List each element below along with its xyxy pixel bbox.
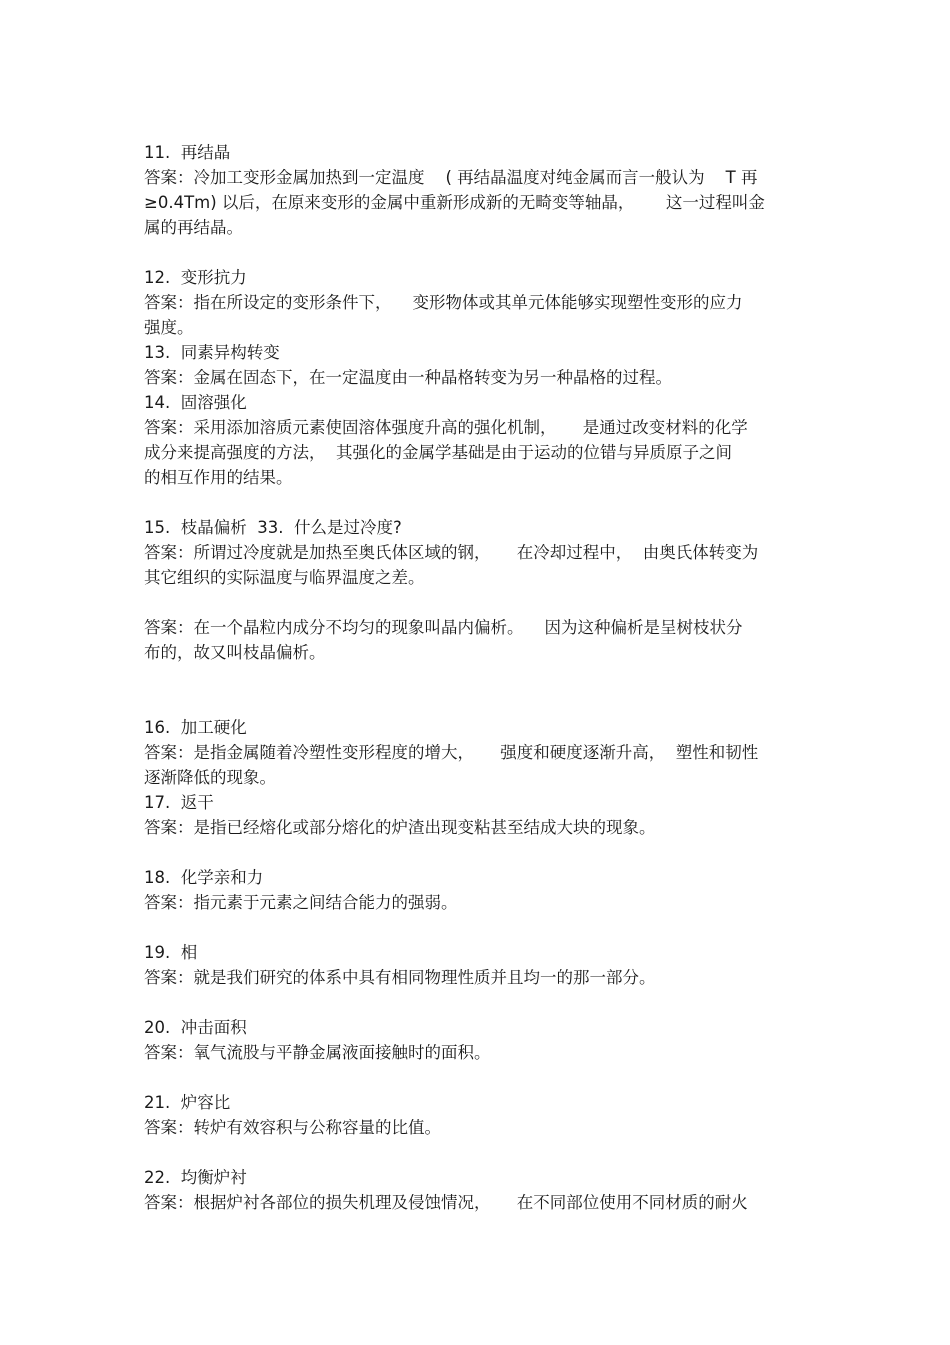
entry-title: 18. 化学亲和力 bbox=[144, 868, 264, 887]
blank-line bbox=[144, 690, 810, 715]
entry-title: 16. 加工硬化 bbox=[144, 718, 247, 737]
blank-line bbox=[144, 990, 810, 1015]
entry-title: 13. 同素异构转变 bbox=[144, 343, 280, 362]
blank-line bbox=[144, 1065, 810, 1090]
entry-answer-line: 强度。 bbox=[144, 318, 194, 337]
entry-answer-line: 其它组织的实际温度与临界温度之差。 bbox=[144, 568, 425, 587]
entry-answer-line: 的相互作用的结果。 bbox=[144, 468, 293, 487]
entry-title: 22. 均衡炉衬 bbox=[144, 1168, 247, 1187]
entry-title: 12. 变形抗力 bbox=[144, 268, 247, 287]
entry-title: 19. 相 bbox=[144, 943, 198, 962]
entry-answer-line: 答案：冷加工变形金属加热到一定温度 ( 再结晶温度对纯金属而言一般认为 T 再 bbox=[144, 168, 758, 187]
blank-line bbox=[144, 915, 810, 940]
entry-answer-line: 答案：是指金属随着冷塑性变形程度的增大， 强度和硬度逐渐升高， 塑性和韧性 bbox=[144, 743, 759, 762]
entry-answer-line: 属的再结晶。 bbox=[144, 218, 243, 237]
blank-line bbox=[144, 665, 810, 690]
blank-line bbox=[144, 490, 810, 515]
entry-answer-line: 答案：是指已经熔化或部分熔化的炉渣出现变粘甚至结成大块的现象。 bbox=[144, 818, 656, 837]
entry-title: 14. 固溶强化 bbox=[144, 393, 247, 412]
entry-answer-line: ≥0.4Tm) 以后，在原来变形的金属中重新形成新的无畸变等轴晶， 这一过程叫金 bbox=[144, 193, 765, 212]
entry-answer-line: 答案：根据炉衬各部位的损失机理及侵蚀情况， 在不同部位使用不同材质的耐火 bbox=[144, 1193, 748, 1212]
entry-answer-line: 答案：氧气流股与平静金属液面接触时的面积。 bbox=[144, 1043, 491, 1062]
entry-title: 17. 返干 bbox=[144, 793, 214, 812]
entry-answer-line: 答案：就是我们研究的体系中具有相同物理性质并且均一的那一部分。 bbox=[144, 968, 656, 987]
entry-answer-line: 答案：转炉有效容积与公称容量的比值。 bbox=[144, 1118, 441, 1137]
entry-title: 21. 炉容比 bbox=[144, 1093, 231, 1112]
entry-answer-line: 答案：指元素于元素之间结合能力的强弱。 bbox=[144, 893, 458, 912]
entry-answer-line: 逐渐降低的现象。 bbox=[144, 768, 276, 787]
entry-answer-line: 答案：在一个晶粒内成分不均匀的现象叫晶内偏析。 因为这种偏析是呈树枝状分 bbox=[144, 618, 743, 637]
entry-answer-line: 答案：指在所设定的变形条件下， 变形物体或其单元体能够实现塑性变形的应力 bbox=[144, 293, 743, 312]
entry-answer-line: 成分来提高强度的方法， 其强化的金属学基础是由于运动的位错与异质原子之间 bbox=[144, 443, 732, 462]
blank-line bbox=[144, 240, 810, 265]
entry-title: 20. 冲击面积 bbox=[144, 1018, 247, 1037]
entry-answer-line: 答案：所谓过冷度就是加热至奥氏体区域的钢， 在冷却过程中， 由奥氏体转变为 bbox=[144, 543, 759, 562]
entry-answer-line: 答案：金属在固态下，在一定温度由一种晶格转变为另一种晶格的过程。 bbox=[144, 368, 672, 387]
document-page bbox=[144, 140, 810, 1215]
blank-line bbox=[144, 590, 810, 615]
entry-title: 15. 枝晶偏析 33. 什么是过冷度? bbox=[144, 518, 402, 537]
entry-answer-line: 答案：采用添加溶质元素使固溶体强度升高的强化机制， 是通过改变材料的化学 bbox=[144, 418, 748, 437]
entry-answer-line: 布的，故又叫枝晶偏析。 bbox=[144, 643, 326, 662]
blank-line bbox=[144, 840, 810, 865]
entry-title: 11. 再结晶 bbox=[144, 143, 231, 162]
blank-line bbox=[144, 1140, 810, 1165]
